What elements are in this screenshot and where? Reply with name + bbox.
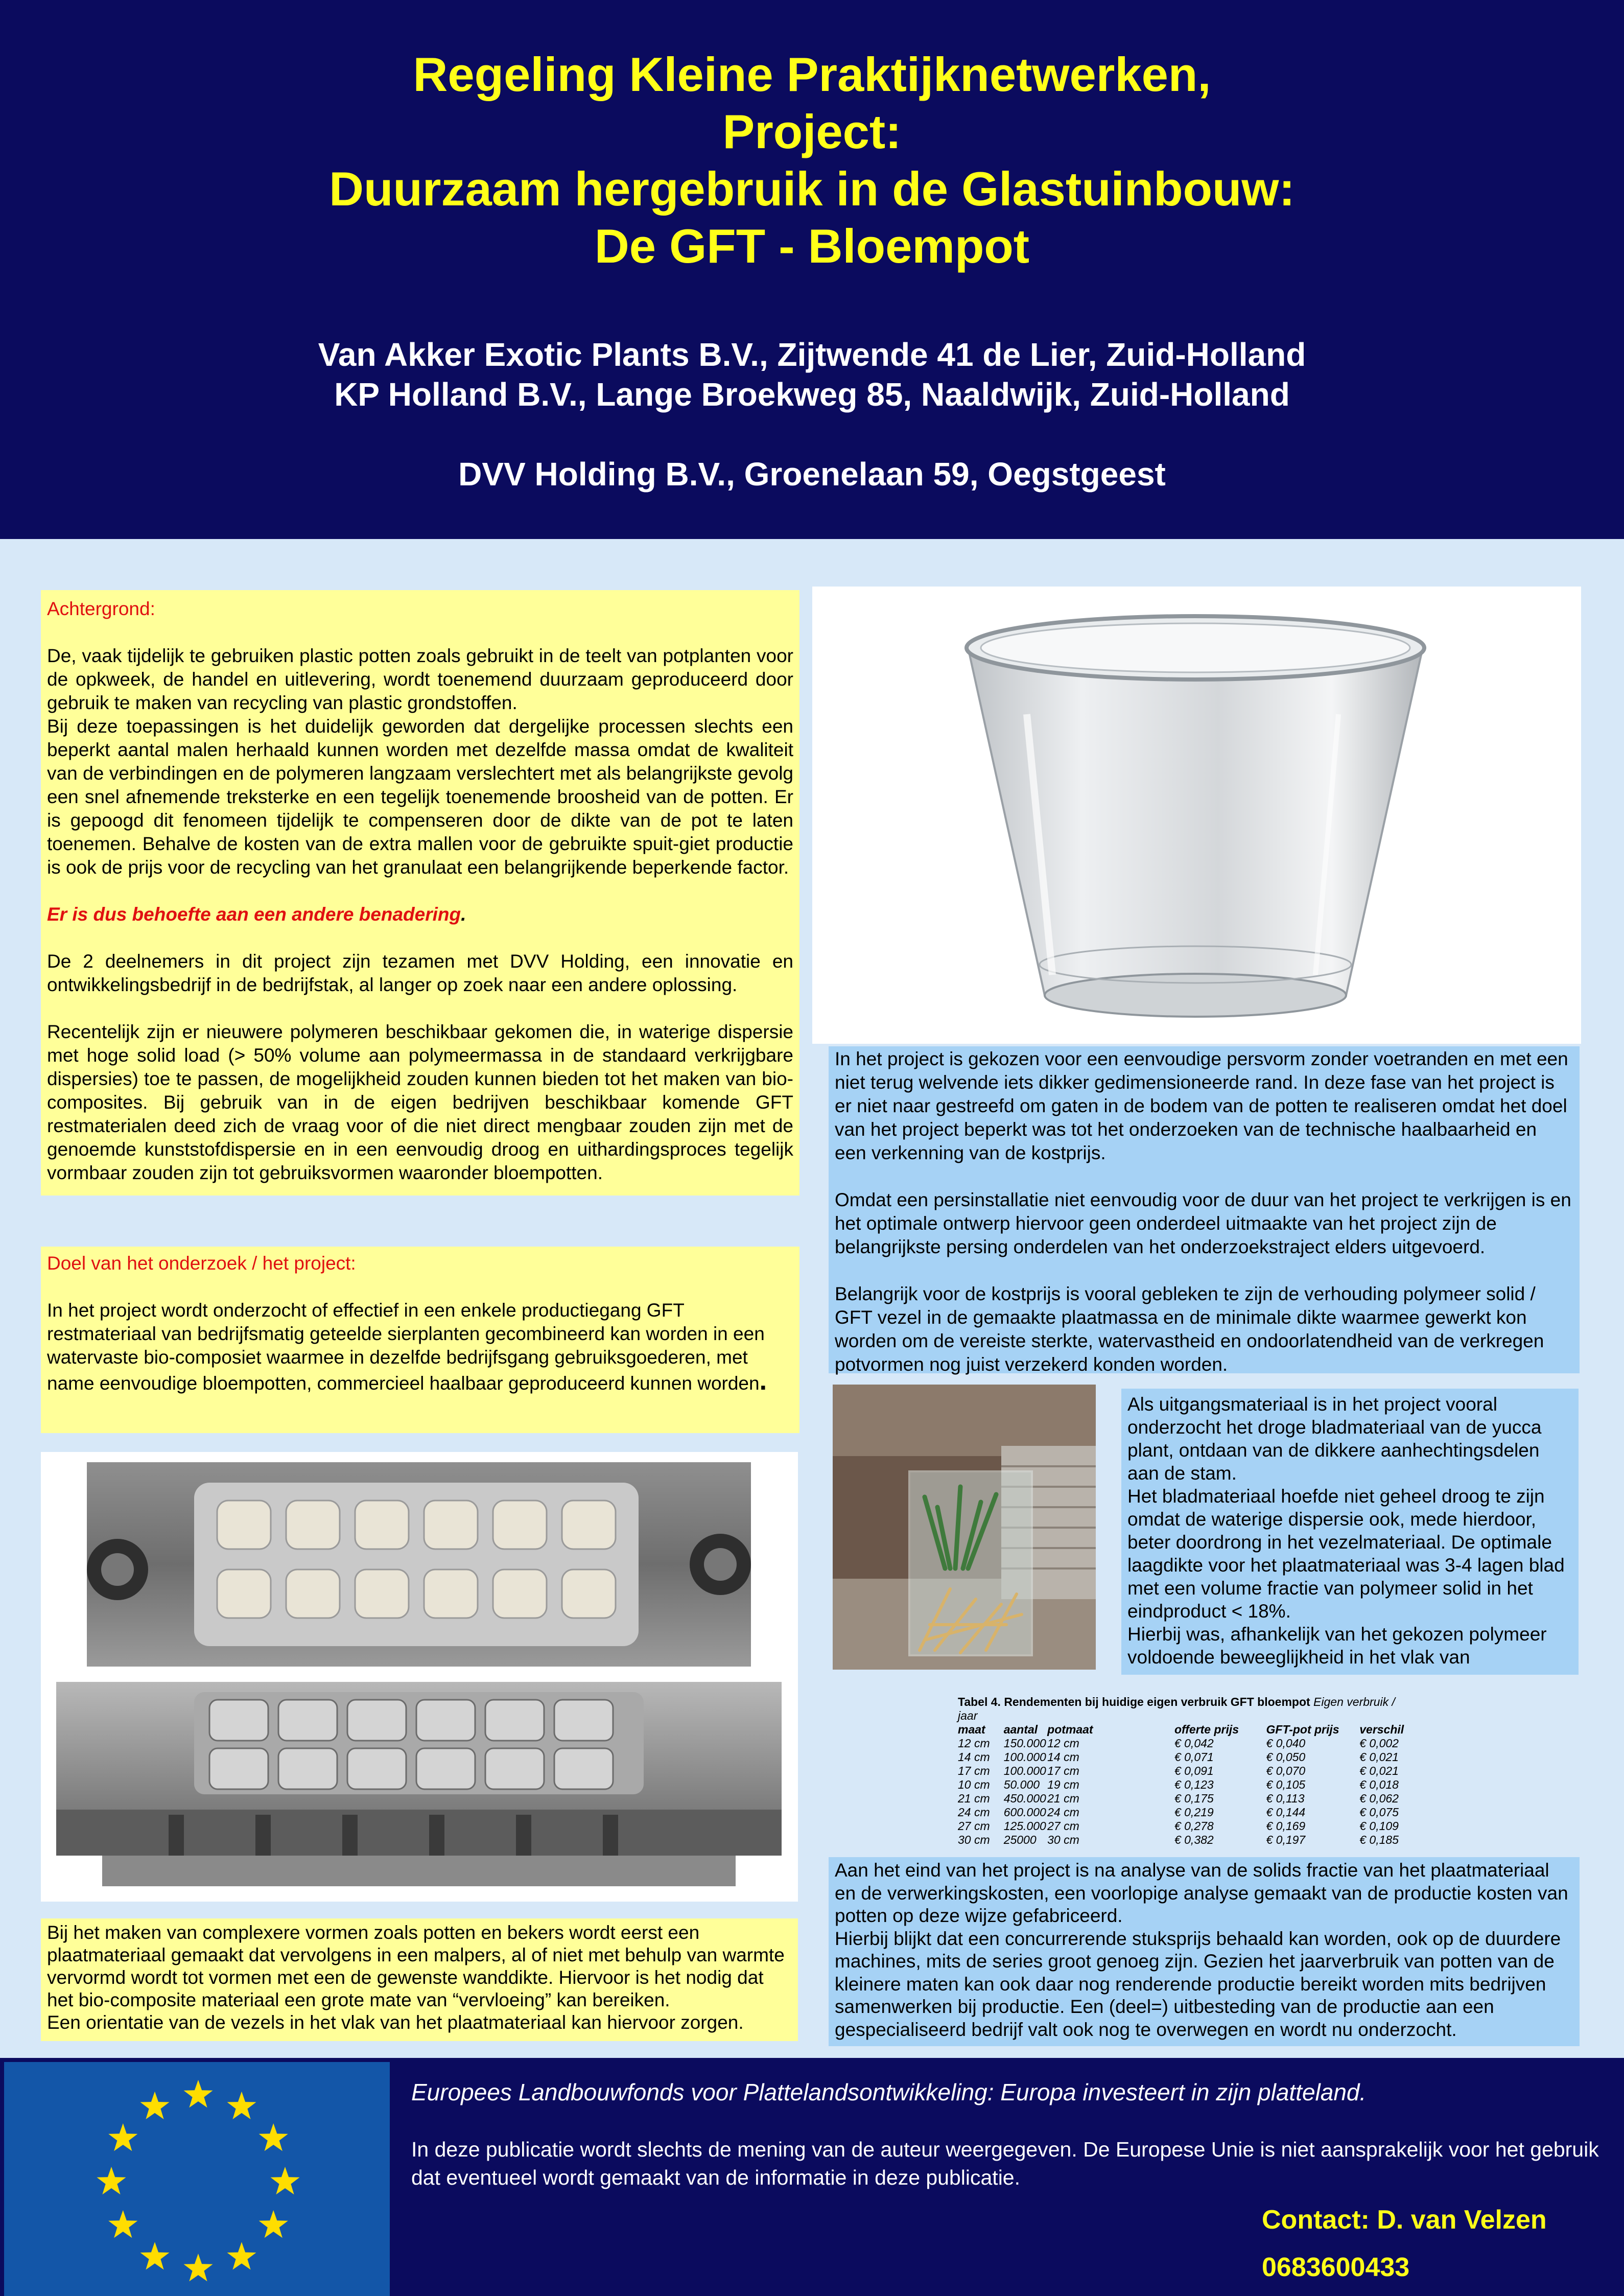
material-paragraph-1: Als uitgangsmateriaal is in het project vooral onderzocht het droge bladmateriaal van de yucca plant, ontdaan van de dikkere aanhechtingsdelen aan de stam.	[1127, 1394, 1542, 1484]
poster-header	[0, 0, 1624, 539]
col-maat: maat	[958, 1723, 985, 1736]
background-emphasis: Er is dus behoefte aan een andere benadering.	[47, 904, 466, 925]
goal-text: In het project wordt onderzocht of effectief in een enkele productiegang GFT restmateriaal van bedrijfsmatig geteelde sierplanten gecombineerd kan worden in een watervaste bio-composiet waarmee in dezelfde bedrijfsgang gebruiksgoederen, met name eenvoudige bloempotten, commercieel haalbaar geproduceerd kunnen worden.	[47, 1300, 767, 1396]
plastic-cup-photo	[812, 587, 1581, 1044]
table-row: 10 cm 50.000 19 cm € 0,123 € 0,105 € 0,018	[958, 1778, 1399, 1791]
conclusion-paragraph-2: Hierbij blijkt dat een concurrerende stuksprijs behaald kan worden, ook op de duurdere machines, mits de series groot genoeg zijn. Gezien het jaarverbruik van potten van de kleinere maten kan ook daar nog renderende productie bereikt worden mits bedrijven samenwerken bij productie. Een (deel=) uitbesteding van de productie aan een gespecialiseerd bedrijf valt ook nog te overwegen en wordt nu onderzocht.	[835, 1928, 1561, 2040]
yucca-material-illustration	[833, 1385, 1096, 1670]
col-verschil: verschil	[1359, 1723, 1404, 1736]
organization-3: DVV Holding B.V., Groenelaan 59, Oegstgeest	[458, 456, 1166, 493]
background-paragraph-2: Bij deze toepassingen is het duidelijk geworden dat dergelijke processen slechts een beperkt aantal malen herhaald kunnen worden met dezelfde massa omdat de kwaliteit van de verbindingen en de polymeren langzaam verslechtert met als belangrijkste gevolg een snel afnemende treksterke en een tegelijk toenemende broosheid van de potten. Er is gepoogd dit fenomeen tijdelijk te compenseren door de dikte van de pot te laten toenemen. Behalve de kosten van de extra mallen voor de gebruikte spuit-giet productie is ook de prijs voor de recycling van het granulaat een belangrijkende beperkende factor.	[47, 716, 793, 878]
poster-footer	[0, 2058, 1624, 2296]
eu-star-icon	[227, 2242, 256, 2269]
yield-table	[958, 1723, 1418, 1847]
table-row: 12 cm 150.000 12 cm € 0,042 € 0,040 € 0,002	[958, 1737, 1399, 1750]
press-paragraph-1: In het project is gekozen voor een eenvoudige persvorm zonder voetranden en met een niet terug welvende iets dikker gedimensioneerde rand. In deze fase van het project is er niet naar gestreefd om gaten in de bodem van de potten te realiseren omdat het doel van het project beperkt was tot het onderzoeken van de technische haalbaarheid en een verkenning van de kostprijs.	[835, 1048, 1568, 1163]
table-row: 30 cm 25000 30 cm € 0,382 € 0,197 € 0,185	[958, 1833, 1399, 1846]
mold-press-photo	[41, 1452, 798, 1902]
mold-caption-text-2: Een orientatie van de vezels in het vlak van het plaatmateriaal kan hiervoor zorgen.	[47, 2012, 744, 2033]
col-aantal: aantal	[1003, 1723, 1038, 1736]
eu-star-icon	[184, 2080, 213, 2107]
background-panel	[41, 590, 799, 1196]
eu-star-icon	[108, 2210, 137, 2238]
eu-star-icon	[108, 2123, 137, 2151]
eu-star-icon	[140, 2092, 170, 2119]
eu-star-icon	[227, 2092, 256, 2119]
goal-heading: Doel van het onderzoek / het project:	[47, 1253, 356, 1274]
organization-1: Van Akker Exotic Plants B.V., Zijtwende 41 de Lier, Zuid-Holland	[318, 336, 1306, 373]
press-panel	[829, 1046, 1580, 1373]
col-offerte-prijs: offerte prijs	[1174, 1723, 1239, 1736]
title-line-1: Regeling Kleine Praktijknetwerken,	[413, 48, 1211, 101]
mold-caption-text: Bij het maken van complexere vormen zoals potten en bekers wordt eerst een plaatmateriaal gemaakt dat vervolgens in een malpers, al of niet met behulp van warmte vervormd wordt tot vormen met een de gewenste wanddikte. Hiervoor is het nodig dat het bio-composite materiaal een grote mate van “vervloeing” kan bereiken.	[47, 1922, 785, 2010]
background-paragraph-3: De 2 deelnemers in dit project zijn tezamen met DVV Holding, een innovatie en ontwikkelingsbedrijf in de bedrijfstak, al langer op zoek naar een andere oplossing.	[47, 951, 793, 995]
title-line-3: Duurzaam hergebruik in de Glastuinbouw:	[329, 162, 1295, 216]
col-gft-pot-prijs: GFT-pot prijs	[1266, 1723, 1339, 1736]
table-row: 24 cm 600.000 24 cm € 0,219 € 0,144 € 0,075	[958, 1806, 1399, 1819]
eu-star-icon	[271, 2167, 300, 2194]
yucca-material-photo	[833, 1385, 1096, 1670]
yield-table-block	[958, 1695, 1418, 1847]
press-paragraph-2: Omdat een persinstallatie niet eenvoudig voor de duur van het project te verkrijgen is en het optimale ontwerp hiervoor geen onderdeel uitmaakte van het project zijn de belangrijkste persing onderdelen van het onderzoekstraject elders uitgevoerd.	[835, 1189, 1571, 1257]
material-paragraph-3: Hierbij was, afhankelijk van het gekozen polymeer voldoende beweeglijkheid in het vlak van	[1127, 1624, 1547, 1668]
conclusion-panel	[829, 1857, 1580, 2046]
table-row: 21 cm 450.000 21 cm € 0,175 € 0,113 € 0,062	[958, 1792, 1399, 1805]
conclusion-paragraph-1: Aan het eind van het project is na analyse van de solids fractie van het plaatmateriaal en de verwerkingskosten, een voorlopige analyse gemaakt van de productie kosten van potten op deze wijze gefabriceerd.	[835, 1860, 1568, 1926]
yield-table-caption: Tabel 4. Rendementen bij huidige eigen verbruik GFT bloempot Eigen verbruik / jaar	[958, 1695, 1395, 1722]
poster-title	[0, 46, 1624, 275]
table-row: 27 cm 125.000 27 cm € 0,278 € 0,169 € 0,109	[958, 1819, 1399, 1833]
disclaimer: In deze publicatie wordt slechts de mening van de auteur weergegeven. De Europese Unie is niet aansprakelijk voor het gebruik dat eventueel wordt gemaakt van de informatie in deze publicatie.	[411, 2138, 1599, 2189]
material-paragraph-2: Het bladmateriaal hoefde niet geheel droog te zijn omdat de waterige dispersie ook, mede hierdoor, beter doordrong in het vezelmateriaal. De optimale laagdikte voor het plaatmateriaal was 3-4 lagen blad met een volume fractie van polymeer solid in het eindproduct < 18%.	[1127, 1486, 1565, 1622]
contact-phone: 0683600433	[1262, 2253, 1410, 2282]
background-paragraph-4: Recentelijk zijn er nieuwere polymeren beschikbaar gekomen die, in waterige dispersie met hoge solid load (> 50% volume aan polymeermassa in de standaard verkrijgbare dispersies) toe te passen, de mogelijkheid zouden kunnen bieden tot het maken van bio-composites. Bij gebruik van in de eigen bedrijven beschikbaar komende GFT restmaterialen deed zich de vraag voor of die niet direct mengbaar zouden zijn met de genoemde kunststofdispersie en in een eenvoudig droog en uithardingsproces tegelijk vormbaar zouden zijn tot gebruiksvormen waaronder bloempotten.	[47, 1021, 793, 1183]
eu-star-icon	[259, 2123, 288, 2151]
mold-press-illustration	[41, 1452, 798, 1902]
title-line-2: Project:	[722, 105, 902, 158]
mold-caption-panel	[41, 1918, 798, 2041]
organizations	[0, 335, 1624, 494]
fund-statement: Europees Landbouwfonds voor Plattelandsontwikkeling: Europa investeert in zijn platteland.	[411, 2079, 1367, 2105]
eu-star-icon	[97, 2167, 126, 2194]
material-panel	[1121, 1389, 1579, 1675]
col-potmaat: potmaat	[1047, 1723, 1093, 1736]
organization-2: KP Holland B.V., Lange Broekweg 85, Naaldwijk, Zuid-Holland	[334, 376, 1290, 413]
press-paragraph-3: Belangrijk voor de kostprijs is vooral gebleken te zijn de verhouding polymeer solid / GFT vezel in de gemaakte plaatmassa en de minimale dikte waarmee gewerkt kon worden om de vereiste sterkte, watervastheid en ondoorlatendheid van de verkregen potvormen nog juist verzekerd konden worden.	[835, 1283, 1544, 1375]
eu-star-icon	[259, 2210, 288, 2238]
table-row: 14 cm 100.000 14 cm € 0,071 € 0,050 € 0,021	[958, 1750, 1399, 1764]
title-line-4: De GFT - Bloempot	[594, 219, 1030, 273]
eu-star-icon	[140, 2242, 170, 2269]
plastic-cup-illustration	[812, 587, 1581, 1044]
background-heading: Achtergrond:	[47, 598, 155, 619]
contact-name: Contact: D. van Velzen	[1262, 2205, 1547, 2235]
table-row: 17 cm 100.000 17 cm € 0,091 € 0,070 € 0,021	[958, 1764, 1399, 1777]
eu-stars-icon	[4, 2062, 390, 2296]
yield-table-header	[958, 1723, 1418, 1737]
background-paragraph-1: De, vaak tijdelijk te gebruiken plastic potten zoals gebruikt in de teelt van potplanten voor de opkweek, de handel en uitlevering, wordt toenemend duurzaam geproduceerd door gebruik te maken van recycling van plastic grondstoffen.	[47, 645, 793, 713]
eu-flag	[4, 2062, 390, 2296]
eu-star-icon	[184, 2254, 213, 2281]
goal-panel	[41, 1247, 799, 1433]
